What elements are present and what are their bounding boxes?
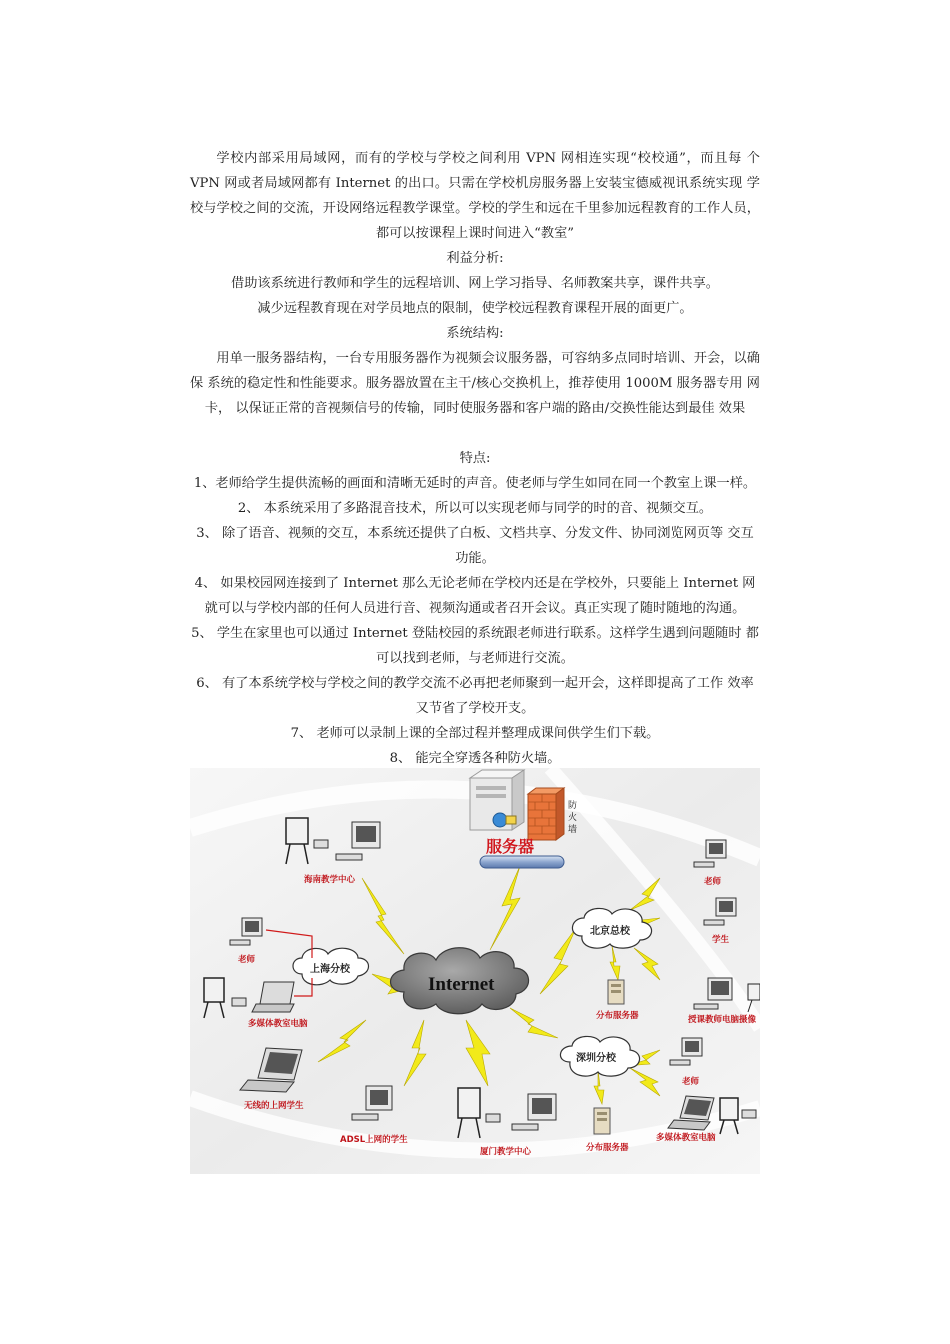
structure-heading: 系统结构: (446, 326, 504, 341)
feature-item: 8、 能完全穿透各种防火墙。 (389, 751, 561, 766)
shenzhen-dist-server-label: 分布服务器 (586, 1143, 629, 1153)
globe-icon (493, 813, 507, 827)
keyboard-icon (512, 1124, 538, 1130)
camera-icon (748, 984, 760, 1000)
folder-icon (506, 816, 516, 824)
keyboard-icon (352, 1114, 378, 1120)
keyboard-icon (670, 1060, 690, 1065)
internet-label: Internet (428, 974, 495, 995)
benefit-item-1: 借助该系统进行教师和学生的远程培训、网上学习指导、名师教案共享，课件共享。 (231, 276, 719, 291)
network-diagram-svg (190, 768, 760, 1174)
wireless-label: 无线的上网学生 (244, 1101, 304, 1111)
adsl-label: ADSL上网的学生 (340, 1135, 408, 1145)
shenzhen-dist-server (594, 1108, 610, 1134)
beijing-dist-server-label: 分布服务器 (596, 1011, 639, 1021)
firewall-label-1: 防 (568, 801, 578, 811)
features-heading: 特点: (459, 451, 491, 466)
server-bay (476, 794, 506, 798)
server-label: 服务器 (486, 837, 535, 856)
feature-item: 5、 学生在家里也可以通过 Internet 登陆校园的系统跟老师进行联系。这样学生遇到问题随时 都可以找到老师，与老师进行交流。 (191, 626, 759, 666)
shenzhen-label: 深圳分校 (576, 1053, 616, 1064)
computer-screen (356, 826, 376, 842)
projector-icon (232, 998, 246, 1006)
firewall-label-3: 墙 (568, 825, 578, 835)
benefit-item-2: 减少远程教育现在对学员地点的限制，使学校远程教育课程开展的面更广。 (257, 301, 693, 316)
keyboard-icon (694, 1004, 718, 1009)
laptop-icon (260, 982, 294, 1004)
projector-screen-icon (286, 818, 308, 844)
projector-icon (742, 1110, 756, 1118)
beijing-label: 北京总校 (590, 926, 630, 937)
firewall-label-2: 火 (568, 813, 578, 823)
feature-item: 6、 有了本系统学校与学校之间的教学交流不必再把老师聚到一起开会，这样即提高了工作 效率又节省了学校开支。 (196, 676, 754, 716)
beijing-teacher-label: 老师 (704, 877, 722, 887)
hainan-label: 海南教学中心 (304, 875, 356, 885)
feature-item: 1、老师给学生提供流畅的画面和清晰无延时的声音。使老师与学生如同在同一个教室上课一样。 (193, 476, 757, 491)
keyboard-icon (694, 862, 714, 867)
projector-icon (314, 840, 328, 848)
firewall-side (556, 788, 564, 840)
shanghai-multimedia-label: 多媒体教室电脑 (248, 1019, 308, 1029)
document-body (190, 146, 760, 771)
keyboard-icon (230, 940, 250, 945)
projector-screen-icon (204, 978, 224, 1002)
shanghai-teacher-label: 老师 (238, 955, 256, 965)
feature-item: 7、 老师可以录制上课的全部过程并整理成课间供学生们下载。 (290, 726, 660, 741)
spacer (190, 421, 760, 446)
feature-item: 3、 除了语音、视频的交互，本系统还提供了白板、文档共享、分发文件、协同浏览网页等 交互 功能。 (196, 526, 754, 566)
feature-item: 4、 如果校园网连接到了 Internet 那么无论老师在学校内还是在学校外，只要能上 Internet 网 就可以与学校内部的任何人员进行音、视频沟通或者召开会议。真正实现了随时随地的沟通。 (194, 576, 756, 616)
projector-icon (486, 1114, 500, 1122)
structure-paragraph: 用单一服务器结构，一台专用服务器作为视频会议服务器，可容纳多点同时培训、开会，以确保 系统的稳定性和性能要求。服务器放置在主干/核心交换机上，推荐使用 1000M 服务器专用 网卡， 以保证正常的音视频信号的传输，同时使服务器和客户端的路由/交换性能达到最佳 效果 (190, 351, 760, 416)
server-tower (470, 770, 524, 830)
xiamen-label: 厦门教学中心 (480, 1147, 532, 1157)
beijing-lecture-label: 授课教师电脑摄像 (688, 1015, 757, 1025)
projector-screen-icon (720, 1098, 738, 1120)
shenzhen-multimedia-label: 多媒体教室电脑 (656, 1133, 716, 1143)
benefit-heading: 利益分析: (446, 251, 504, 266)
feature-item: 2、 本系统采用了多路混音技术，所以可以实现老师与同学的时的音、视频交互。 (237, 501, 713, 516)
shenzhen-teacher-label: 老师 (682, 1077, 700, 1087)
shanghai-label: 上海分校 (310, 964, 350, 975)
network-diagram (190, 768, 760, 1174)
intro-paragraph: 学校内部采用局域网，而有的学校与学校之间利用 VPN 网相连实现“校校通”，而且每 个 VPN 网或者局域网都有 Internet 的出口。只需在学校机房服务器上安装宝德威视讯系统实现 学校与学校之间的交流，开设网络远程教学课堂。学校的学生和远在千里参加远程教育的工作人员，都可以按课程上课时间进入“教室” (190, 151, 760, 241)
firewall-icon (528, 788, 564, 840)
keyboard-icon (704, 920, 724, 925)
keyboard-icon (336, 854, 362, 860)
beijing-student-label: 学生 (712, 935, 730, 945)
server-bus (480, 856, 564, 868)
projector-screen-icon (458, 1088, 480, 1118)
server-bay (476, 786, 506, 790)
beijing-dist-server (608, 980, 624, 1004)
